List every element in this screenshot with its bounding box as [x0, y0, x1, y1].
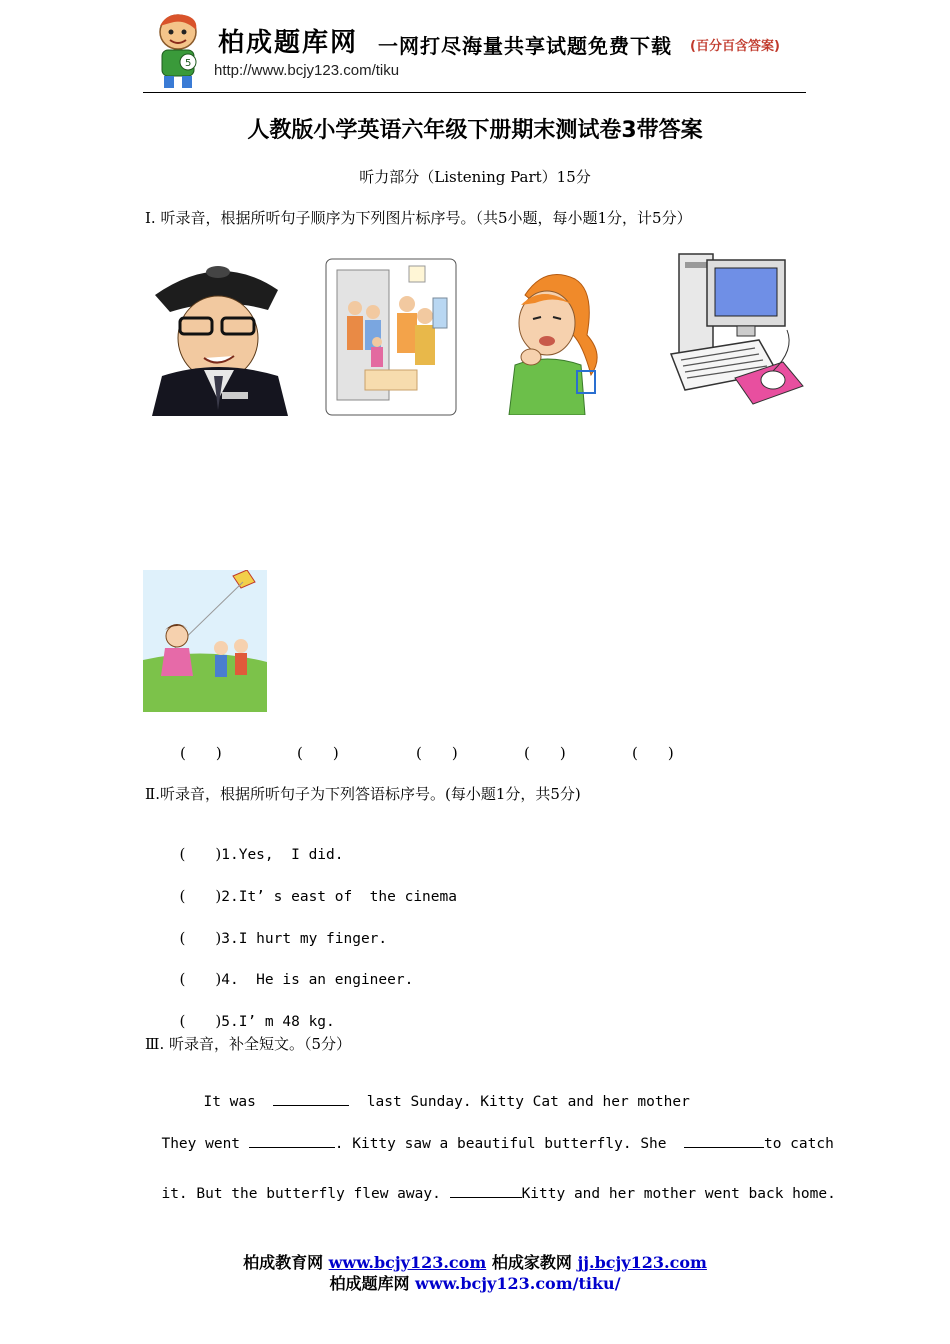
cloze-text: it. But the butterfly flew away. — [161, 1186, 441, 1202]
answer-paren[interactable]: ( ) — [179, 929, 222, 947]
answer-text: 4. He is an engineer. — [221, 972, 414, 988]
footer-label: 柏成题库网 — [329, 1274, 410, 1293]
cloze-line-3 — [144, 1167, 836, 1202]
answer-slot-3[interactable]: ( ) — [416, 744, 458, 762]
footer-line-2 — [0, 1271, 950, 1294]
footer-label: 柏成教育网 — [243, 1253, 324, 1272]
cloze-text: last Sunday. Kitty Cat and her mother — [366, 1094, 690, 1110]
answer-slot-2[interactable]: ( ) — [297, 744, 339, 762]
cloze-line-1 — [186, 1075, 690, 1110]
kids-flying-kite-icon — [143, 570, 267, 716]
answer-text: 1.Yes, I did. — [221, 847, 344, 863]
section3-heading: Ⅲ. 听录音，补全短文。（5分） — [145, 1035, 352, 1053]
answer-paren[interactable]: ( ) — [179, 1012, 222, 1030]
answer-paren[interactable]: ( ) — [179, 970, 222, 988]
slogan-note: (百分百含答案) — [690, 39, 780, 54]
cloze-line-2 — [144, 1117, 834, 1152]
list-item — [170, 825, 343, 864]
cloze-text: . Kitty saw a beautiful butterfly. She — [334, 1136, 667, 1152]
svg-text:5: 5 — [185, 58, 192, 69]
cloze-text: Kitty and her mother went back home. — [521, 1186, 836, 1202]
cloze-text: to catch — [763, 1136, 834, 1152]
cloze-blank-2[interactable] — [249, 1133, 335, 1148]
page-title: 人教版小学英语六年级下册期末测试卷3带答案 — [247, 118, 703, 143]
header-url: http://www.bcjy123.com/tiku — [214, 62, 400, 79]
list-item — [170, 992, 335, 1031]
list-item — [170, 909, 387, 948]
police-officer-icon — [150, 250, 290, 420]
answer-text: 5.I’ m 48 kg. — [221, 1014, 335, 1030]
cloze-blank-4[interactable] — [450, 1183, 522, 1198]
answer-slot-1[interactable]: ( ) — [180, 744, 222, 762]
header-divider — [143, 92, 806, 93]
answer-slot-5[interactable]: ( ) — [632, 744, 674, 762]
section2-heading: Ⅱ.听录音，根据所听句子为下列答语标序号。(每小题1分，共5分) — [145, 785, 581, 803]
cloze-blank-1[interactable] — [273, 1091, 349, 1106]
family-at-door-icon — [325, 258, 457, 420]
footer-link-tiku[interactable]: www.bcjy123.com/tiku/ — [415, 1274, 621, 1293]
brand-name: 柏成题库网 — [218, 28, 359, 58]
cartoon-mascot-icon — [148, 10, 210, 90]
desktop-computer-icon — [665, 250, 805, 412]
answer-paren[interactable]: ( ) — [179, 887, 222, 905]
girl-coughing-icon — [495, 265, 605, 419]
answer-paren[interactable]: ( ) — [179, 845, 222, 863]
footer-label: 柏成家教网 — [491, 1253, 572, 1272]
list-item — [170, 950, 413, 989]
cloze-text: They went — [161, 1136, 241, 1152]
footer-link-edu[interactable]: www.bcjy123.com — [328, 1253, 487, 1272]
cloze-blank-3[interactable] — [684, 1133, 764, 1148]
answer-text: 2.It’ s east of the cinema — [221, 889, 457, 905]
section1-heading: Ⅰ. 听录音，根据所听句子顺序为下列图片标序号。（共5小题，每小题1分，计5分） — [145, 209, 692, 227]
answer-text: 3.I hurt my finger. — [221, 931, 388, 947]
page-subtitle: 听力部分（Listening Part）15分 — [359, 168, 591, 186]
cloze-text: It was — [203, 1094, 256, 1110]
footer-link-tutor[interactable]: jj.bcjy123.com — [577, 1253, 707, 1272]
brand-slogan: 一网打尽海量共享试题免费下载 — [378, 34, 672, 58]
answer-slot-4[interactable]: ( ) — [524, 744, 566, 762]
list-item — [170, 867, 457, 906]
footer-line-1 — [0, 1250, 950, 1273]
